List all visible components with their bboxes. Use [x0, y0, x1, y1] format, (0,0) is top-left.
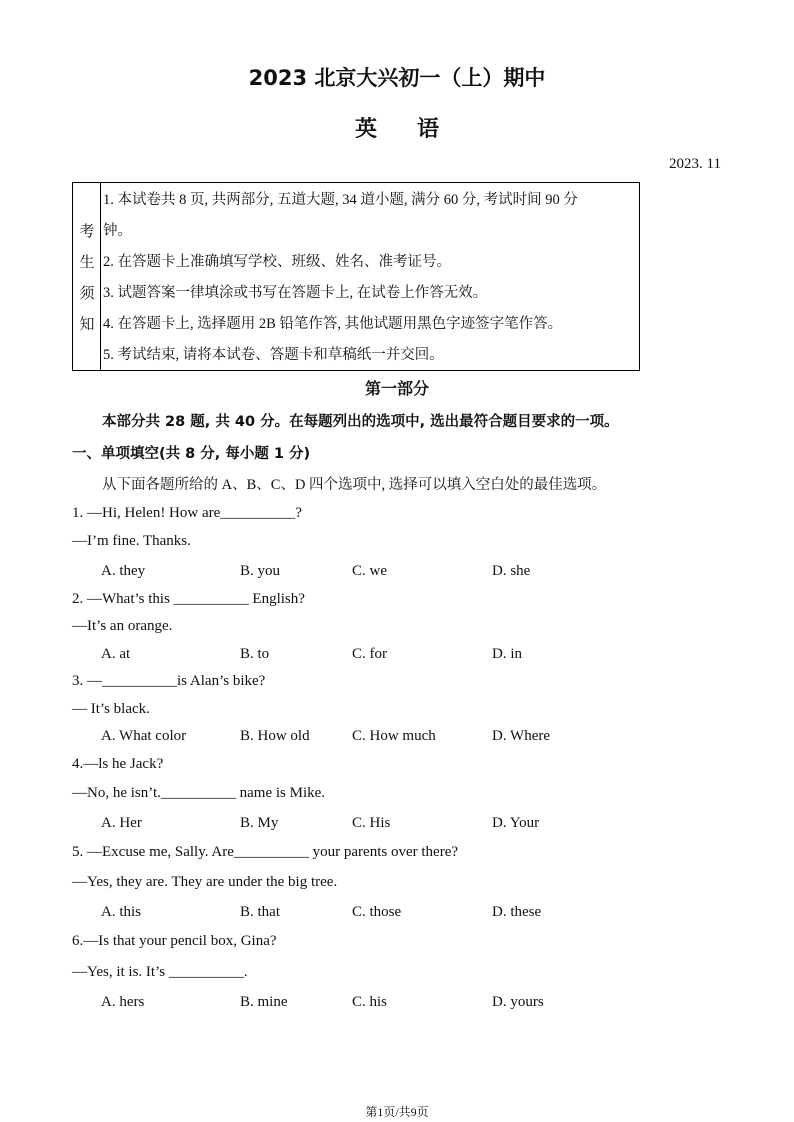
option-c: C. His — [352, 815, 391, 831]
question-stem: 2. —What’s this __________ English? — [72, 591, 305, 607]
notice-label-char: 须 — [79, 286, 95, 302]
page-number: 第1页/共9页 — [365, 1105, 429, 1119]
option-d: D. in — [492, 646, 522, 662]
question-reply: —No, he isn’t.__________ name is Mike. — [72, 785, 326, 801]
option-b: B. you — [240, 563, 281, 579]
question-stem: 3. —__________is Alan’s bike? — [72, 673, 266, 689]
option-c: C. for — [352, 646, 387, 662]
notice-line: 1. 本试卷共 8 页, 共两部分, 五道大题, 34 道小题, 满分 60 分, 考试时间 90 分 — [103, 192, 578, 208]
subject-title: 英语 — [354, 117, 479, 142]
question-stem: 4.—ls he Jack? — [72, 756, 164, 772]
option-c: C. How much — [352, 728, 436, 744]
option-a: A. hers — [101, 994, 145, 1010]
section-heading: 一、单项填空(共 8 分, 每小题 1 分) — [72, 446, 311, 462]
question-reply: —I’m fine. Thanks. — [72, 533, 191, 549]
option-c: C. those — [352, 904, 402, 920]
option-b: B. to — [240, 646, 270, 662]
notice-line: 钟。 — [103, 223, 132, 239]
question-reply: — It’s black. — [72, 701, 150, 717]
option-d: D. Your — [492, 815, 540, 831]
option-c: C. we — [352, 563, 387, 579]
exam-date: 2023. 11 — [669, 156, 721, 172]
question-stem: 6.—Is that your pencil box, Gina? — [72, 933, 277, 949]
option-b: B. that — [240, 904, 280, 920]
part-intro: 本部分共 28 题, 共 40 分。在每题列出的选项中, 选出最符合题目要求的一项。 — [102, 414, 619, 430]
option-a: A. they — [101, 563, 146, 579]
part-title: 第一部分 — [364, 379, 429, 398]
question-reply: —Yes, it is. It’s __________. — [72, 964, 248, 980]
option-c: C. his — [352, 994, 388, 1010]
option-b: B. How old — [240, 728, 310, 744]
option-d: D. Where — [492, 728, 551, 744]
option-a: A. Her — [101, 815, 142, 831]
notice-line: 2. 在答题卡上准确填写学校、班级、姓名、准考证号。 — [103, 254, 451, 270]
option-a: A. this — [101, 904, 142, 920]
option-d: D. these — [492, 904, 542, 920]
notice-label-char: 生 — [79, 255, 95, 271]
notice-line: 4. 在答题卡上, 选择题用 2B 铅笔作答, 其他试题用黑色字迹签字笔作答。 — [103, 316, 563, 332]
option-b: B. My — [240, 815, 279, 831]
notice-label-column — [73, 183, 101, 370]
option-d: D. yours — [492, 994, 544, 1010]
question-reply: —It’s an orange. — [72, 618, 173, 634]
notice-label-char: 考 — [79, 224, 95, 240]
question-stem: 1. —Hi, Helen! How are__________? — [72, 505, 302, 521]
section-instruction: 从下面各题所给的 A、B、C、D 四个选项中, 选择可以填入空白处的最佳选项。 — [102, 477, 607, 493]
exam-title: 2023 北京大兴初一（上）期中 — [248, 66, 546, 90]
exam-notice-box — [72, 182, 640, 371]
question-reply: —Yes, they are. They are under the big tree. — [72, 874, 338, 890]
notice-label-char: 知 — [79, 317, 95, 333]
option-a: A. at — [101, 646, 131, 662]
question-stem: 5. —Excuse me, Sally. Are__________ your parents over there? — [72, 844, 459, 860]
option-b: B. mine — [240, 994, 288, 1010]
notice-line: 3. 试题答案一律填涂或书写在答题卡上, 在试卷上作答无效。 — [103, 285, 488, 301]
option-a: A. What color — [101, 728, 187, 744]
notice-line: 5. 考试结束, 请将本试卷、答题卡和草稿纸一并交回。 — [103, 347, 444, 363]
option-d: D. she — [492, 563, 531, 579]
